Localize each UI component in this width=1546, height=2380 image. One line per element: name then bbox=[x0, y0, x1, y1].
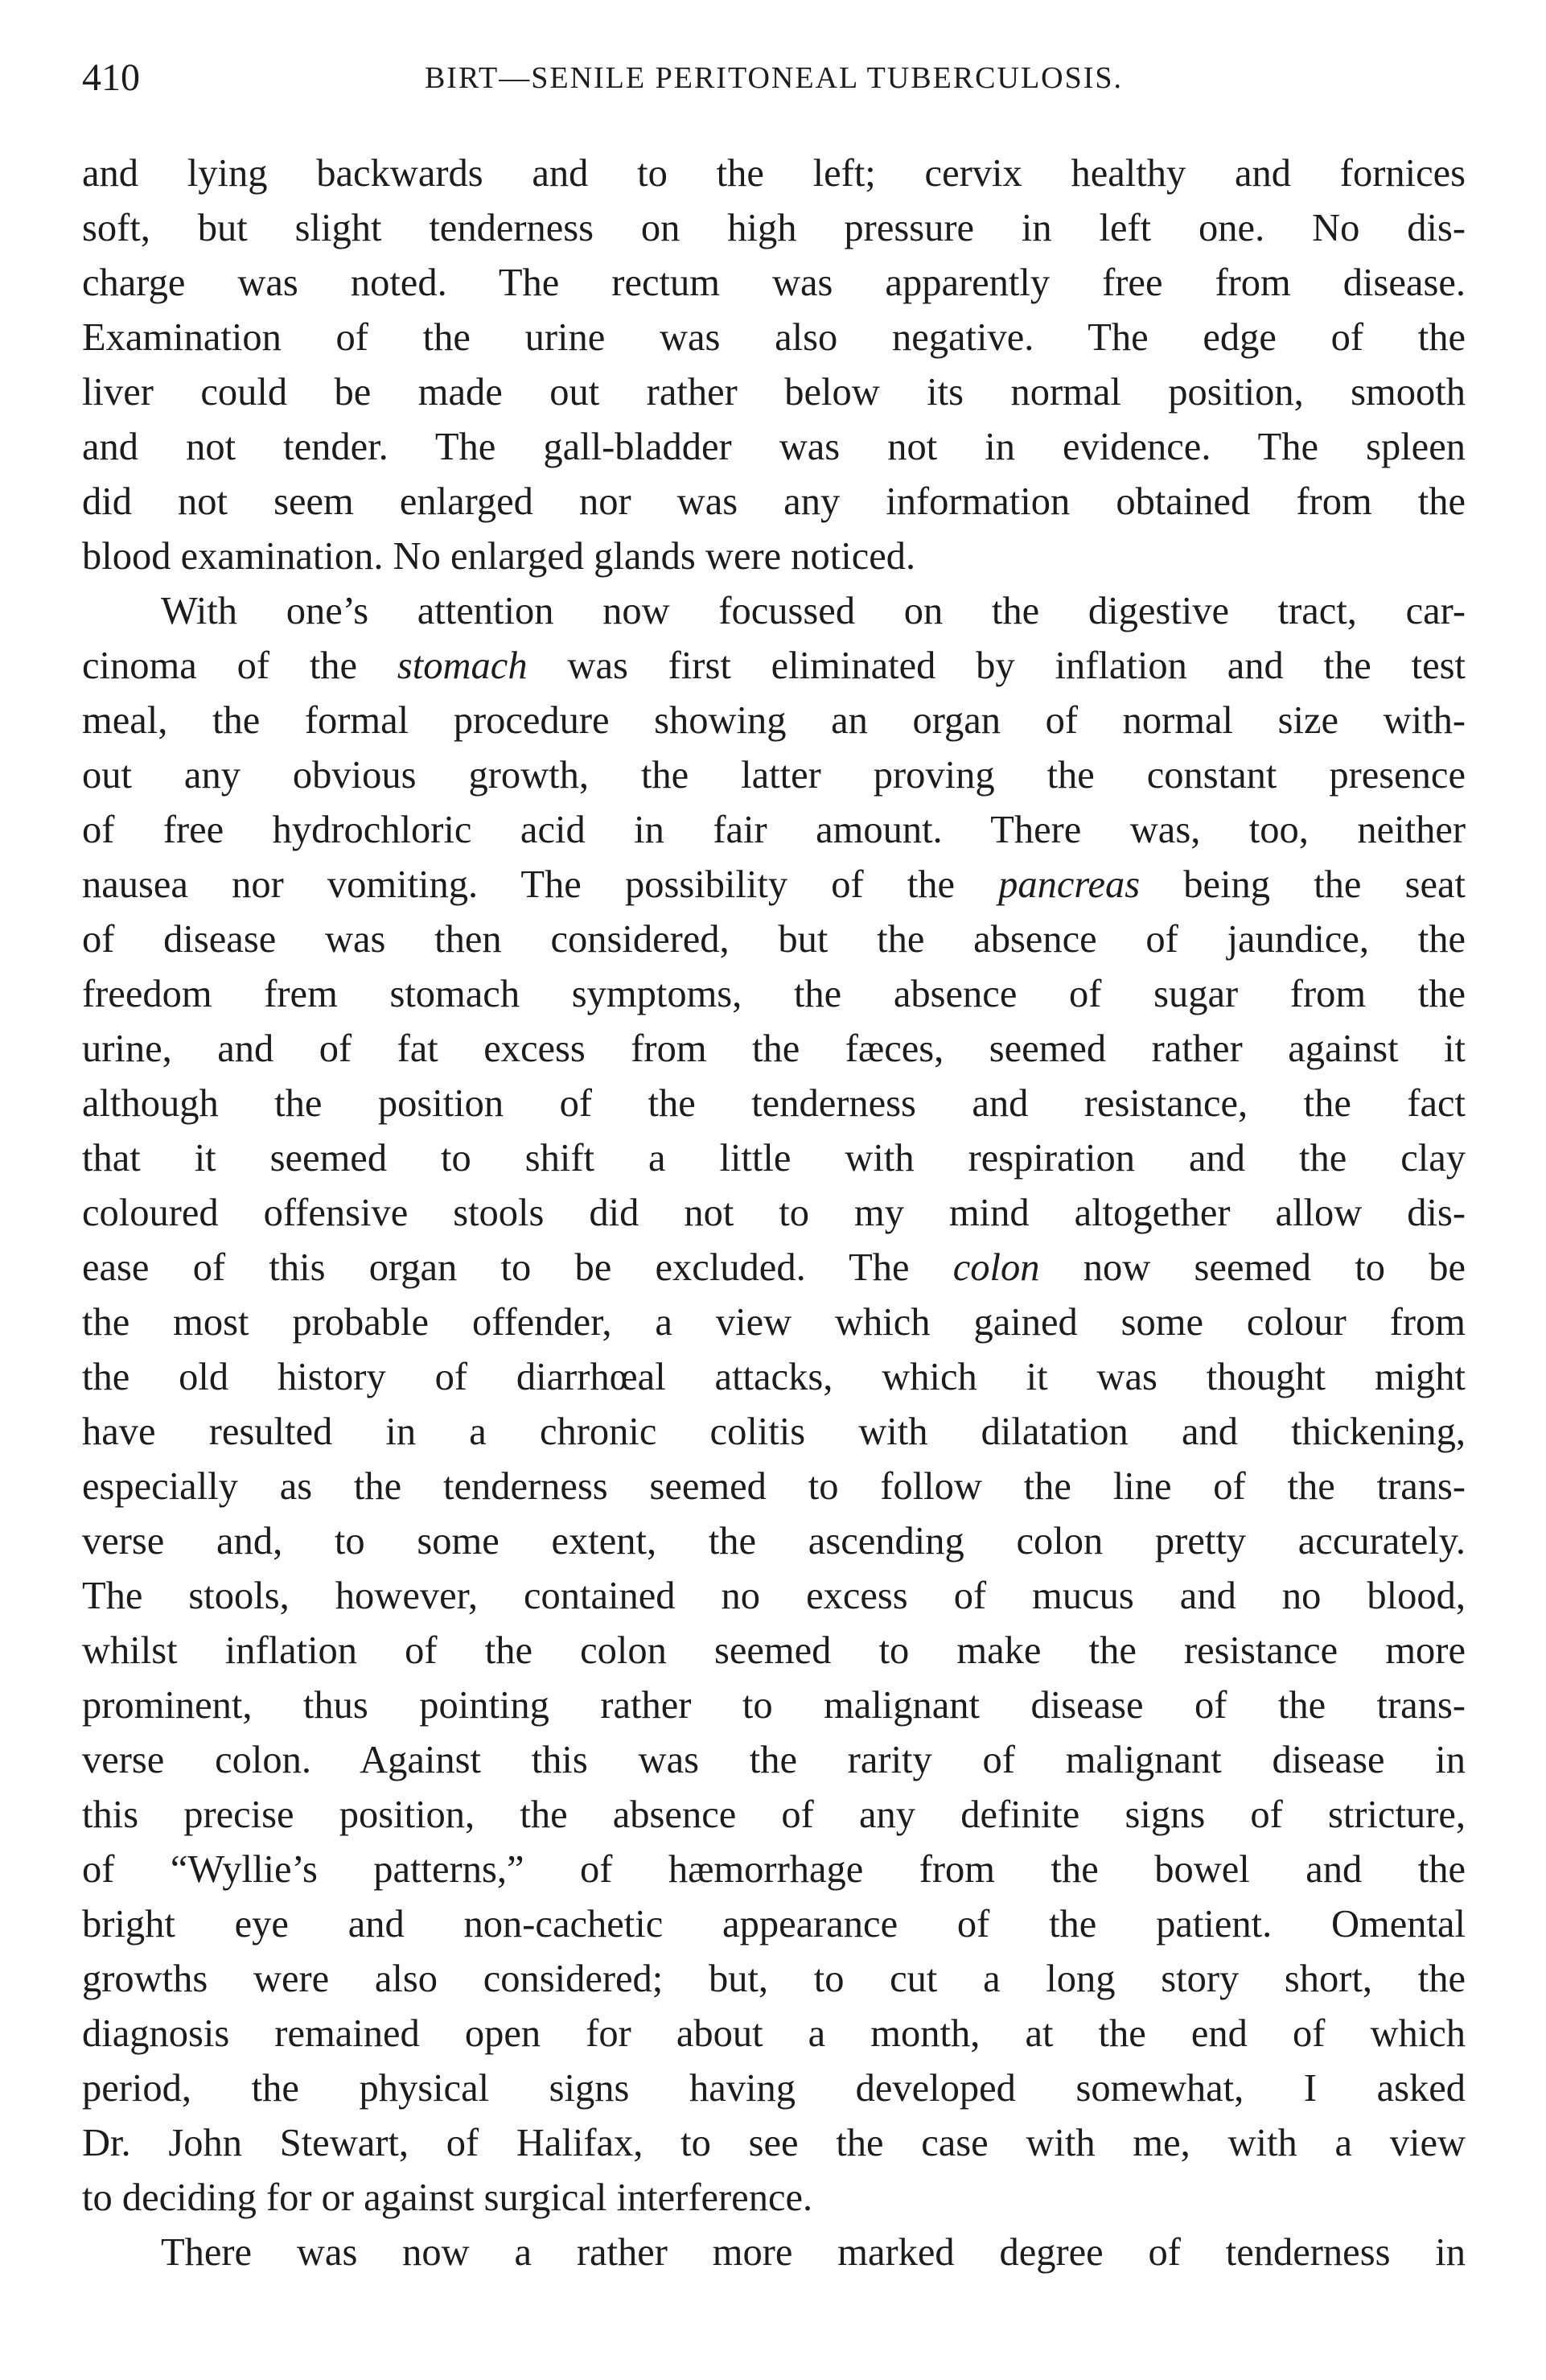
text-segment: and lying backwards and to the left; cervix healthy and fornices bbox=[82, 152, 1466, 195]
text-line bbox=[82, 2171, 1466, 2226]
text-segment: out any obvious growth, the latter proving the constant presence bbox=[82, 754, 1466, 797]
text-line bbox=[82, 1131, 1466, 1186]
text-line bbox=[82, 2007, 1466, 2061]
text-line bbox=[82, 420, 1466, 475]
text-segment: urine, and of fat excess from the fæces, seemed rather against it bbox=[82, 1027, 1466, 1070]
text-segment: cinoma of the bbox=[82, 644, 397, 687]
text-line bbox=[82, 1186, 1466, 1241]
italic-term: pancreas bbox=[998, 863, 1141, 906]
text-segment: charge was noted. The rectum was apparently free from disease. bbox=[82, 261, 1466, 304]
text-segment: whilst inflation of the colon seemed to make the resistance more bbox=[82, 1629, 1466, 1672]
text-segment: diagnosis remained open for about a month, at the end of which bbox=[82, 2012, 1466, 2055]
italic-term: stomach bbox=[397, 644, 528, 687]
text-line bbox=[82, 1624, 1466, 1678]
text-segment: liver could be made out rather below its normal position, smooth bbox=[82, 371, 1466, 414]
text-line bbox=[82, 529, 1466, 584]
text-segment: especially as the tenderness seemed to follow the line of the trans- bbox=[82, 1465, 1466, 1508]
text-segment: coloured offensive stools did not to my mind altogether allow dis- bbox=[82, 1192, 1466, 1234]
text-segment: prominent, thus pointing rather to malignant disease of the trans- bbox=[82, 1684, 1466, 1727]
text-segment: to deciding for or against surgical interference. bbox=[82, 2176, 813, 2219]
page-header bbox=[82, 50, 1466, 106]
text-line bbox=[82, 1077, 1466, 1131]
italic-term: colon bbox=[952, 1246, 1040, 1289]
text-segment: of “Wyllie’s patterns,” of hæmorrhage from the bowel and the bbox=[82, 1848, 1466, 1891]
paragraph bbox=[82, 584, 1466, 2226]
text-segment: have resulted in a chronic colitis with dilatation and thickening, bbox=[82, 1410, 1466, 1453]
text-segment: Examination of the urine was also negative. The edge of the bbox=[82, 316, 1466, 359]
text-segment: period, the physical signs having developed somewhat, I asked bbox=[82, 2067, 1466, 2110]
text-line bbox=[82, 1405, 1466, 1460]
text-line bbox=[82, 1678, 1466, 1733]
text-line bbox=[82, 256, 1466, 311]
text-line bbox=[82, 748, 1466, 803]
text-segment: of disease was then considered, but the absence of jaundice, the bbox=[82, 918, 1466, 961]
text-segment: being the seat bbox=[1140, 863, 1466, 906]
text-line bbox=[82, 967, 1466, 1022]
text-segment: that it seemed to shift a little with respiration and the clay bbox=[82, 1137, 1466, 1180]
text-segment: now seemed to be bbox=[1039, 1246, 1466, 1289]
text-segment: With one’s attention now focussed on the digestive tract, car- bbox=[161, 590, 1466, 632]
text-line bbox=[82, 311, 1466, 365]
text-segment: ease of this organ to be excluded. The bbox=[82, 1246, 953, 1289]
paragraph bbox=[82, 146, 1466, 584]
text-segment: and not tender. The gall-bladder was not in evidence. The spleen bbox=[82, 426, 1466, 468]
text-segment: There was now a rather more marked degree of tenderness in bbox=[161, 2231, 1466, 2274]
text-segment: although the position of the tenderness and resistance, the fact bbox=[82, 1082, 1466, 1125]
text-line bbox=[82, 639, 1466, 694]
text-segment: verse colon. Against this was the rarity of malignant disease in bbox=[82, 1739, 1466, 1781]
text-segment: of free hydrochloric acid in fair amount. There was, too, neither bbox=[82, 809, 1466, 851]
text-line bbox=[82, 694, 1466, 748]
text-line bbox=[82, 912, 1466, 967]
text-line bbox=[82, 584, 1466, 639]
text-line bbox=[82, 1897, 1466, 1952]
text-line bbox=[82, 1295, 1466, 1350]
text-segment: growths were also considered; but, to cut a long story short, the bbox=[82, 1958, 1466, 2000]
text-line bbox=[82, 1843, 1466, 1897]
text-line bbox=[82, 365, 1466, 420]
text-line bbox=[82, 2116, 1466, 2171]
text-segment: bright eye and non-cachetic appearance of the patient. Omental bbox=[82, 1903, 1466, 1946]
text-segment: this precise position, the absence of any definite signs of stricture, bbox=[82, 1793, 1466, 1836]
text-line bbox=[82, 2061, 1466, 2116]
text-line bbox=[82, 1788, 1466, 1843]
page-number: 410 bbox=[82, 56, 140, 99]
text-line bbox=[82, 1514, 1466, 1569]
body-text bbox=[82, 146, 1466, 2280]
text-line bbox=[82, 803, 1466, 858]
text-line bbox=[82, 1350, 1466, 1405]
text-segment: nausea nor vomiting. The possibility of the bbox=[82, 863, 999, 906]
text-segment: Dr. John Stewart, of Halifax, to see the case with me, with a view bbox=[82, 2122, 1466, 2164]
text-line bbox=[82, 1460, 1466, 1514]
text-segment: did not seem enlarged nor was any information obtained from the bbox=[82, 480, 1466, 523]
paragraph bbox=[82, 2226, 1466, 2280]
text-line bbox=[82, 475, 1466, 529]
text-segment: verse and, to some extent, the ascending colon pretty accurately. bbox=[82, 1520, 1466, 1563]
text-segment: the most probable offender, a view which gained some colour from bbox=[82, 1301, 1466, 1344]
text-segment: the old history of diarrhœal attacks, which it was thought might bbox=[82, 1356, 1466, 1398]
text-segment: The stools, however, contained no excess of mucus and no blood, bbox=[82, 1575, 1466, 1617]
text-line bbox=[82, 858, 1466, 912]
text-segment: was first eliminated by inflation and the test bbox=[527, 644, 1466, 687]
text-segment: blood examination. No enlarged glands were noticed. bbox=[82, 535, 916, 578]
text-line bbox=[82, 1022, 1466, 1077]
text-line bbox=[82, 1952, 1466, 2007]
text-line bbox=[82, 201, 1466, 256]
text-segment: soft, but slight tenderness on high pressure in left one. No dis- bbox=[82, 207, 1466, 249]
text-segment: meal, the formal procedure showing an organ of normal size with- bbox=[82, 699, 1466, 742]
text-line bbox=[82, 1569, 1466, 1624]
text-line bbox=[82, 1733, 1466, 1788]
text-line bbox=[82, 1241, 1466, 1295]
text-segment: freedom frem stomach symptoms, the absence of sugar from the bbox=[82, 973, 1466, 1015]
running-head: BIRT—SENILE PERITONEAL TUBERCULOSIS. bbox=[424, 61, 1124, 95]
text-line bbox=[82, 146, 1466, 201]
text-line bbox=[82, 2226, 1466, 2280]
